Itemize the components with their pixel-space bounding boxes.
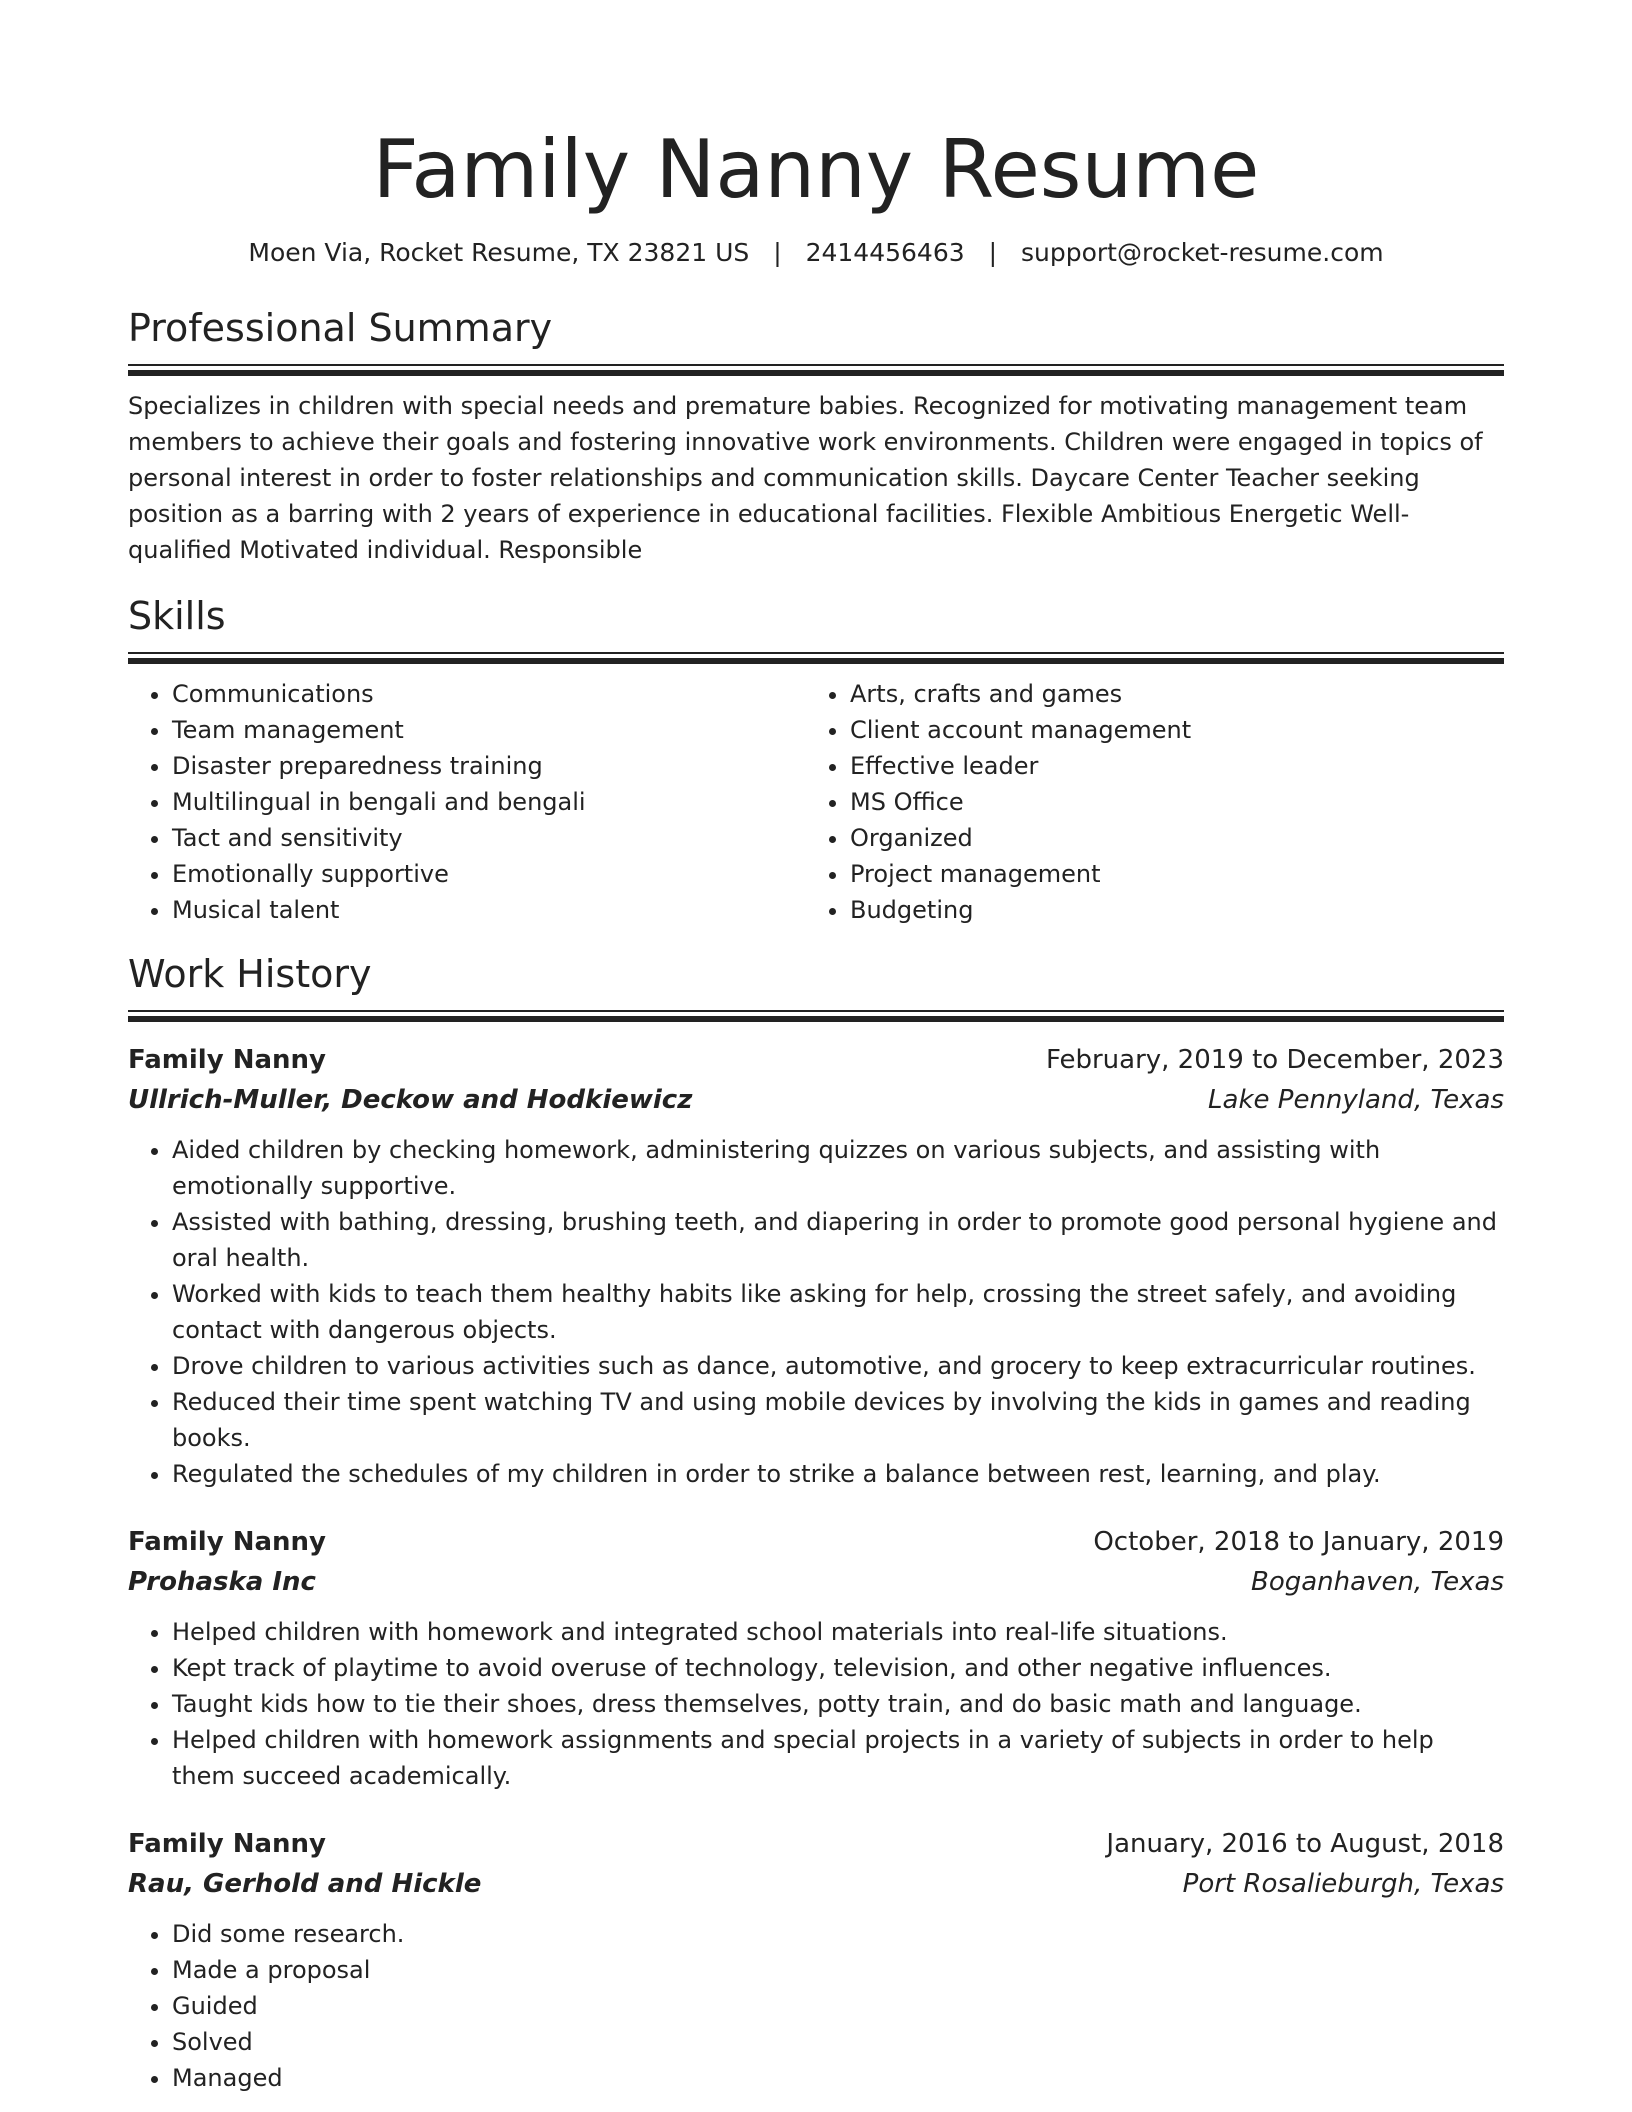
contact-line bbox=[128, 236, 1504, 270]
job-bullet: • Worked with kids to teach them healthy habits like asking for help, crossing the street safely, and avoiding contact with dangerous objects. bbox=[172, 1276, 1504, 1348]
section-divider bbox=[128, 1010, 1504, 1022]
job-bullet: • Guided bbox=[172, 1988, 1504, 2024]
job-company-row bbox=[128, 1562, 1504, 1602]
job-title: Family Nanny bbox=[128, 1045, 326, 1075]
job-dates: October, 2018 to January, 2019 bbox=[1093, 1527, 1504, 1557]
skill-item: • Tact and sensitivity bbox=[172, 820, 806, 856]
job-entry bbox=[128, 1522, 1504, 1794]
job-company: Prohaska Inc bbox=[128, 1567, 316, 1597]
job-bullet: • Solved bbox=[172, 2024, 1504, 2060]
skill-item: • Disaster preparedness training bbox=[172, 748, 806, 784]
job-bullets bbox=[128, 1132, 1504, 1492]
job-location: Port Rosalieburgh, Texas bbox=[1182, 1869, 1504, 1899]
skill-item: • Organized bbox=[850, 820, 1484, 856]
skill-item: • Multilingual in bengali and bengali bbox=[172, 784, 806, 820]
section-divider bbox=[128, 364, 1504, 376]
contact-separator: | bbox=[773, 238, 782, 267]
skill-item: • Effective leader bbox=[850, 748, 1484, 784]
skill-item: • Emotionally supportive bbox=[172, 856, 806, 892]
summary-heading: Professional Summary bbox=[128, 306, 553, 350]
job-dates: February, 2019 to December, 2023 bbox=[1045, 1045, 1504, 1075]
job-title: Family Nanny bbox=[128, 1829, 326, 1859]
job-bullet: • Regulated the schedules of my children in order to strike a balance between rest, learning, and play. bbox=[172, 1456, 1504, 1492]
job-bullet: • Assisted with bathing, dressing, brushing teeth, and diapering in order to promote good personal hygiene and oral health. bbox=[172, 1204, 1504, 1276]
skills-list-right bbox=[806, 676, 1484, 928]
resume-title: Family Nanny Resume bbox=[372, 123, 1260, 216]
skills-section bbox=[128, 592, 1504, 928]
job-bullets bbox=[128, 1916, 1504, 2096]
skills-list-left bbox=[128, 676, 806, 928]
job-bullet: • Aided children by checking homework, administering quizzes on various subjects, and assisting with emotionally supportive. bbox=[172, 1132, 1504, 1204]
job-company-row bbox=[128, 1864, 1504, 1904]
skill-item: • Client account management bbox=[850, 712, 1484, 748]
job-bullet: • Managed bbox=[172, 2060, 1504, 2096]
contact-separator: | bbox=[988, 238, 998, 267]
job-bullet: • Drove children to various activities such as dance, automotive, and grocery to keep extracurricular routines. bbox=[172, 1348, 1504, 1384]
job-bullet: • Reduced their time spent watching TV and using mobile devices by involving the kids in games and reading books. bbox=[172, 1384, 1504, 1456]
job-bullet: • Helped children with homework and integrated school materials into real-life situations. bbox=[172, 1614, 1504, 1650]
skill-item: • Musical talent bbox=[172, 892, 806, 928]
job-location: Boganhaven, Texas bbox=[1251, 1567, 1504, 1597]
skill-item: • Team management bbox=[172, 712, 806, 748]
job-bullet: • Did some research. bbox=[172, 1916, 1504, 1952]
job-entry bbox=[128, 1824, 1504, 2096]
skill-item: • Communications bbox=[172, 676, 806, 712]
job-bullet: • Helped children with homework assignments and special projects in a variety of subjects in order to help them succeed academically. bbox=[172, 1722, 1504, 1794]
skill-item: • Budgeting bbox=[850, 892, 1484, 928]
job-dates: January, 2016 to August, 2018 bbox=[1106, 1829, 1504, 1859]
job-bullet: • Kept track of playtime to avoid overuse of technology, television, and other negative influences. bbox=[172, 1650, 1504, 1686]
resume-page bbox=[128, 0, 1504, 2096]
job-header-row bbox=[128, 1040, 1504, 1080]
skill-item: • Project management bbox=[850, 856, 1484, 892]
job-title: Family Nanny bbox=[128, 1527, 326, 1557]
section-divider bbox=[128, 652, 1504, 664]
contact-email: support@rocket-resume.com bbox=[1021, 238, 1384, 267]
job-company-row bbox=[128, 1080, 1504, 1120]
skill-item: • MS Office bbox=[850, 784, 1484, 820]
job-header-row bbox=[128, 1824, 1504, 1864]
skill-item: • Arts, crafts and games bbox=[850, 676, 1484, 712]
contact-address: Moen Via, Rocket Resume, TX 23821 US bbox=[248, 238, 750, 267]
summary-section bbox=[128, 304, 1504, 568]
contact-phone: 2414456463 bbox=[805, 238, 965, 267]
work-history-section bbox=[128, 950, 1504, 2096]
job-bullet: • Taught kids how to tie their shoes, dress themselves, potty train, and do basic math and language. bbox=[172, 1686, 1504, 1722]
job-location: Lake Pennyland, Texas bbox=[1208, 1085, 1504, 1115]
skills-columns bbox=[128, 676, 1504, 928]
job-header-row bbox=[128, 1522, 1504, 1562]
job-bullet: • Made a proposal bbox=[172, 1952, 1504, 1988]
job-company: Rau, Gerhold and Hickle bbox=[128, 1869, 482, 1899]
job-bullets bbox=[128, 1614, 1504, 1794]
job-company: Ullrich-Muller, Deckow and Hodkiewicz bbox=[128, 1085, 693, 1115]
job-entry bbox=[128, 1040, 1504, 1492]
summary-text: Specializes in children with special needs and premature babies. Recognized for motivating management team members to achieve their goals and fostering innovative work environments. Children were engaged in topics of personal interest in order to foster relationships and communication skills. Daycare Center Teacher seeking position as a barring with 2 years of experience in educational facilities. Flexible Ambitious Energetic Well-qualified Motivated individual. Responsible bbox=[128, 392, 1483, 564]
work-history-heading: Work History bbox=[128, 952, 372, 996]
skills-heading: Skills bbox=[128, 594, 226, 638]
